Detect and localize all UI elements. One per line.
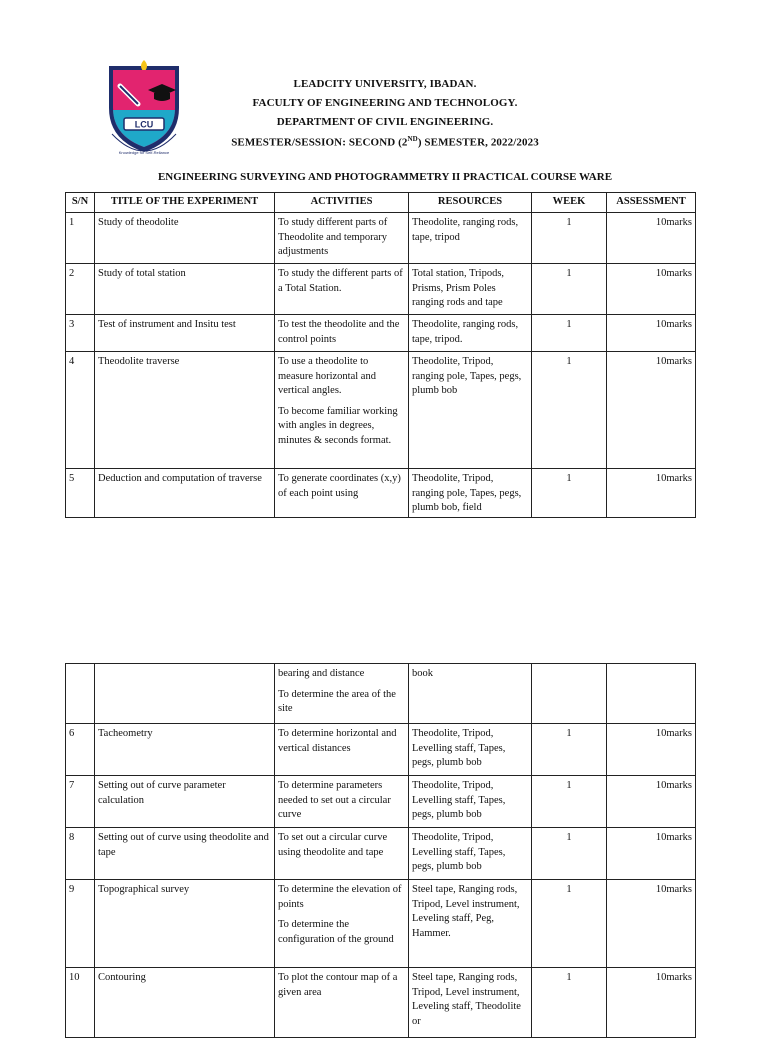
col-title: TITLE OF THE EXPERIMENT (95, 193, 275, 213)
col-sn: S/N (66, 193, 95, 213)
cell-sn: 7 (66, 776, 95, 828)
table-row (66, 828, 696, 880)
cell-sn: 5 (66, 469, 95, 518)
cell-activities (275, 264, 409, 315)
cell-resources: book (409, 664, 532, 724)
cell-sn: 8 (66, 828, 95, 880)
cell-week: 1 (532, 880, 607, 968)
activity-text: To study the different parts of a Total Station. (278, 268, 403, 294)
cell-sn: 2 (66, 264, 95, 315)
table-row (66, 776, 696, 828)
cell-resources: Theodolite, ranging rods, tape, tripod. (409, 315, 532, 352)
cell-title: Study of total station (95, 264, 275, 315)
activity-text: To generate coordinates (x,y) of each point using (278, 473, 401, 499)
cell-title: Theodolite traverse (95, 352, 275, 469)
table-row (66, 213, 696, 264)
cell-title (95, 664, 275, 724)
activity-text: To determine the configuration of the ground (278, 919, 394, 945)
semester-sup: ND (407, 135, 418, 143)
cell-activities (275, 664, 409, 724)
department-name: DEPARTMENT OF CIVIL ENGINEERING. (276, 116, 494, 128)
semester-post: ) SEMESTER, 2022/2023 (417, 136, 539, 149)
col-week: WEEK (532, 193, 607, 213)
cell-title: Test of instrument and Insitu test (95, 315, 275, 352)
cell-title: Study of theodolite (95, 213, 275, 264)
semester-pre: SEMESTER/SESSION: SECOND (2 (231, 136, 408, 149)
cell-title: Topographical survey (95, 880, 275, 968)
activity-text: To study different parts of Theodolite and temporary adjustments (278, 217, 388, 257)
cell-activities (275, 724, 409, 776)
cell-resources: Theodolite, Tripod, Levelling staff, Tapes, pegs, plumb bob (409, 776, 532, 828)
cell-activities (275, 968, 409, 1038)
course-table-page2 (65, 663, 696, 1038)
table-row (66, 968, 696, 1038)
logo-text: LCU (134, 119, 154, 130)
table-header-row (66, 193, 696, 213)
cell-title: Deduction and computation of traverse (95, 469, 275, 518)
activity-text: bearing and distance (278, 668, 365, 679)
table-row (66, 724, 696, 776)
cell-activities (275, 469, 409, 518)
activity-text: To determine horizontal and vertical distances (278, 728, 397, 754)
cell-sn: 6 (66, 724, 95, 776)
cell-week: 1 (532, 724, 607, 776)
cell-resources: Theodolite, Tripod, Levelling staff, Tapes, pegs, plumb bob (409, 724, 532, 776)
cell-sn (66, 664, 95, 724)
cell-resources: Steel tape, Ranging rods, Tripod, Level instrument, Leveling staff, Peg, Hammer. (409, 880, 532, 968)
cell-assessment: 10marks (607, 469, 696, 518)
cell-assessment: 10marks (607, 352, 696, 469)
document-title: ENGINEERING SURVEYING AND PHOTOGRAMMETRY II PRACTICAL COURSE WARE (157, 171, 613, 183)
cell-sn: 3 (66, 315, 95, 352)
faculty-name: FACULTY OF ENGINEERING AND TECHNOLOGY. (252, 97, 518, 109)
cell-week: 1 (532, 828, 607, 880)
cell-resources: Theodolite, Tripod, ranging pole, Tapes, pegs, plumb bob (409, 352, 532, 469)
activity-text: To determine the area of the site (278, 688, 396, 714)
course-table-page1 (65, 192, 696, 518)
cell-sn: 10 (66, 968, 95, 1038)
cell-week: 1 (532, 968, 607, 1038)
cell-week (532, 664, 607, 724)
cell-activities (275, 880, 409, 968)
cell-assessment: 10marks (607, 213, 696, 264)
table-row (66, 880, 696, 968)
cell-resources: Theodolite, Tripod, ranging pole, Tapes, pegs, plumb bob, field (409, 469, 532, 518)
activity-text: To plot the contour map of a given area (278, 972, 398, 998)
cell-resources: Total station, Tripods, Prisms, Prism Poles ranging rods and tape (409, 264, 532, 315)
cell-assessment: 10marks (607, 968, 696, 1038)
cell-title: Contouring (95, 968, 275, 1038)
cell-assessment: 10marks (607, 264, 696, 315)
cell-sn: 1 (66, 213, 95, 264)
cell-activities (275, 213, 409, 264)
col-resources: RESOURCES (409, 193, 532, 213)
cell-title: Tacheometry (95, 724, 275, 776)
cell-week: 1 (532, 469, 607, 518)
activity-text: To use a theodolite to measure horizontal and vertical angles. (278, 356, 376, 396)
cell-assessment: 10marks (607, 724, 696, 776)
activity-text: To test the theodolite and the control points (278, 319, 400, 345)
cell-assessment (607, 664, 696, 724)
cell-activities (275, 315, 409, 352)
table-row (66, 315, 696, 352)
col-assessment: ASSESSMENT (607, 193, 696, 213)
cell-activities (275, 828, 409, 880)
university-name: LEADCITY UNIVERSITY, IBADAN. (293, 78, 477, 90)
activity-text: To determine parameters needed to set out a circular curve (278, 780, 391, 820)
cell-week: 1 (532, 213, 607, 264)
cell-resources: Theodolite, Tripod, Levelling staff, Tapes, pegs, plumb bob (409, 828, 532, 880)
col-activities: ACTIVITIES (275, 193, 409, 213)
cell-week: 1 (532, 315, 607, 352)
cell-title: Setting out of curve using theodolite and tape (95, 828, 275, 880)
cell-assessment: 10marks (607, 880, 696, 968)
cell-sn: 9 (66, 880, 95, 968)
cell-week: 1 (532, 776, 607, 828)
cell-assessment: 10marks (607, 315, 696, 352)
cell-week: 1 (532, 264, 607, 315)
cell-resources: Theodolite, ranging rods, tape, tripod (409, 213, 532, 264)
cell-sn: 4 (66, 352, 95, 469)
table-row (66, 664, 696, 724)
table-row (66, 352, 696, 469)
cell-assessment: 10marks (607, 776, 696, 828)
semester-line (150, 135, 620, 149)
activity-text: To determine the elevation of points (278, 884, 402, 910)
activity-text: To become familiar working with angles in degrees, minutes & seconds format. (278, 405, 398, 446)
activity-text: To set out a circular curve using theodolite and tape (278, 832, 388, 858)
table-row (66, 264, 696, 315)
cell-title: Setting out of curve parameter calculation (95, 776, 275, 828)
cell-resources: Steel tape, Ranging rods, Tripod, Level instrument, Leveling staff, Theodolite or (409, 968, 532, 1038)
logo-motto: Knowledge for Self-Reliance (118, 150, 170, 155)
cell-activities (275, 776, 409, 828)
cell-activities (275, 352, 409, 469)
table-row (66, 469, 696, 518)
cell-assessment: 10marks (607, 828, 696, 880)
cell-week: 1 (532, 352, 607, 469)
